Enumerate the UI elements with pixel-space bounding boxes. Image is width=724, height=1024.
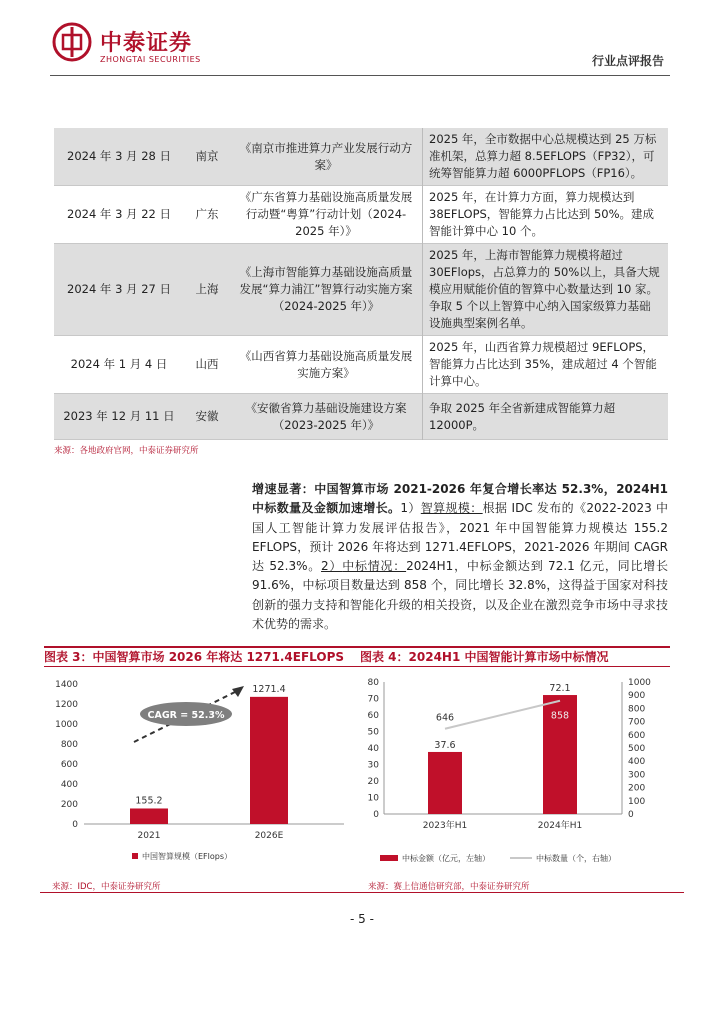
y-tick-label: 600 — [60, 760, 78, 770]
policy-goal: 2025 年，上海市智能算力规模将超过 30EFlops，占总算力的 50%以上，具备大规模应用赋能价值的智算中心数量达到 10 家。争取 5 个以上智算中心纳入国家级算力基础设施典型案例名单。 — [423, 244, 669, 336]
y-left-tick-label: 40 — [367, 744, 379, 754]
report-type: 行业点评报告 — [591, 54, 664, 68]
y-left-tick-label: 0 — [373, 810, 379, 820]
figure3-chart — [44, 670, 360, 876]
policy-document: 《南京市推进算力产业发展行动方案》 — [230, 128, 423, 186]
policy-goal: 2025 年，全市数据中心总规模达到 25 万标准机架，总算力超 8.5EFLOPS（FP32），可统筹智能算力超 6000PFLOPS（FP16）。 — [423, 128, 669, 186]
policy-region: 南京 — [184, 128, 230, 186]
table-row — [54, 128, 668, 186]
y-tick-label: 0 — [72, 820, 78, 830]
y-right-tick-label: 0 — [628, 810, 634, 820]
y-left-tick-label: 30 — [367, 760, 379, 771]
y-right-tick-label: 200 — [628, 783, 646, 794]
figure3-title: 图表 3：中国智算市场 2026 年将达 1271.4EFLOPS — [44, 646, 368, 667]
page-header — [0, 0, 724, 80]
y-right-tick-label: 800 — [628, 704, 646, 715]
policy-date: 2023 年 12 月 11 日 — [54, 394, 184, 440]
policy-document: 《山西省算力基础设施高质量发展实施方案》 — [230, 336, 423, 394]
y-tick-label: 200 — [60, 800, 78, 810]
count-line — [445, 701, 560, 729]
y-left-tick-label: 10 — [367, 793, 379, 804]
policy-region: 上海 — [184, 244, 230, 336]
y-right-tick-label: 700 — [628, 717, 646, 728]
x-tick-label: 2023年H1 — [422, 821, 468, 831]
page-number: - 5 - — [350, 912, 374, 926]
y-left-tick-label: 60 — [367, 711, 379, 721]
y-tick-label: 1400 — [55, 680, 78, 690]
analysis-paragraph — [252, 480, 668, 634]
table-row — [54, 394, 668, 440]
point2-num: 2） — [321, 559, 343, 574]
point1-text: 根据 IDC 发布的《2022-2023 中国人工智能计算力发展评估报告》，2021 年中国智能算力规模达 155.2 EFLOPS，预计 2026 年将达到 1271.4EFLOPS，2021-2026 年期间 CAGR 达 52.3%。 — [252, 501, 668, 574]
bar-data-label: 1271.4 — [252, 683, 286, 695]
figure4-title: 图表 4：2024H1 中国智能计算市场中标情况 — [360, 646, 670, 667]
amount-data-label: 37.6 — [434, 739, 456, 751]
brand-name-cn: 中泰证券 — [100, 31, 193, 56]
point1-heading: 智算规模： — [420, 501, 483, 516]
cagr-annotation: CAGR = 52.3% — [147, 710, 225, 721]
y-right-tick-label: 300 — [628, 770, 646, 781]
paragraph-lead: 增速显著：中国智算市场 2021-2026 年复合增长率达 52.3%，2024H1 中标数量及金额加速增长。 — [252, 482, 668, 516]
point2-heading-group — [321, 559, 406, 573]
legend-swatch-amount — [380, 855, 398, 861]
figure4-chart — [360, 670, 672, 876]
x-tick-label: 2024年H1 — [537, 821, 583, 831]
policy-goal: 2025 年，山西省算力规模超过 9EFLOPS，智能算力占比达到 35%，建成超过 4 个智能计算中心。 — [429, 340, 657, 388]
policy-goal: 争取 2025 年全省新建成智能算力超 12000P。 — [423, 394, 669, 440]
policy-document: 《广东省算力基础设施高质量发展行动暨“粤算”行动计划（2024-2025 年）》 — [230, 186, 423, 244]
policy-date: 2024 年 3 月 22 日 — [67, 207, 171, 221]
bar-2021 — [130, 808, 168, 824]
table-row — [54, 244, 668, 336]
point2-text: 2024H1，中标金额达到 72.1 亿元，同比增长 91.6%，中标项目数量达到 858 个，同比增长 32.8%，这得益于国家对科技创新的强力支持和智能化升级的相关投资，以及企业在激烈竞争市场中寻求技术优势的需求。 — [252, 559, 669, 632]
x-tick-label: 2026E — [254, 831, 284, 841]
y-tick-label: 400 — [60, 780, 78, 790]
footer-divider — [40, 892, 684, 893]
count-data-label: 646 — [435, 712, 455, 724]
y-right-tick-label: 1000 — [628, 678, 651, 688]
table-row — [54, 186, 668, 244]
table-source: 来源：各地政府官网，中泰证券研究所 — [54, 446, 199, 456]
brand-name-en: ZHONGTAI SECURITIES — [100, 55, 201, 64]
bar-data-label: 155.2 — [135, 795, 163, 807]
y-right-tick-label: 600 — [628, 730, 646, 741]
zhongtai-logo-icon — [52, 22, 92, 62]
amount-data-label: 72.1 — [549, 683, 571, 695]
policy-region: 山西 — [195, 357, 219, 371]
y-left-tick-label: 80 — [367, 678, 379, 688]
y-tick-label: 800 — [60, 740, 78, 750]
bar-2026E — [250, 697, 288, 824]
policy-region: 广东 — [195, 207, 219, 221]
y-right-tick-label: 500 — [628, 744, 646, 754]
amount-bar — [428, 752, 462, 814]
legend-label: 中国智算规模（EFlops） — [142, 852, 233, 861]
y-right-tick-label: 100 — [628, 796, 646, 807]
figure4-source: 来源：赛上信通信研究部，中泰证券研究所 — [368, 882, 530, 892]
y-tick-label: 1000 — [55, 720, 78, 730]
policy-date: 2024 年 3 月 27 日 — [54, 244, 184, 336]
point1-num: 1） — [400, 501, 421, 516]
legend-label-amount: 中标金额（亿元，左轴） — [402, 854, 490, 863]
y-left-tick-label: 70 — [367, 694, 379, 705]
y-tick-label: 1200 — [55, 700, 78, 710]
legend-swatch — [132, 853, 138, 859]
policy-table — [54, 128, 668, 440]
point2-heading: 中标情况： — [342, 559, 407, 574]
header-divider — [50, 75, 670, 76]
y-left-tick-label: 20 — [367, 777, 379, 787]
legend-label-count: 中标数量（个，右轴） — [536, 854, 616, 863]
policy-goal: 2025 年，在计算力方面，算力规模达到 38EFLOPS，智能算力占比达到 50%。建成智能计算中心 10 个。 — [429, 190, 655, 238]
table-row — [54, 336, 668, 394]
policy-document: 《安徽省算力基础设施建设方案（2023-2025 年）》 — [230, 394, 423, 440]
y-left-tick-label: 50 — [367, 727, 379, 738]
count-data-label: 858 — [550, 710, 570, 722]
x-tick-label: 2021 — [137, 831, 161, 841]
y-right-tick-label: 900 — [628, 691, 646, 702]
policy-date: 2024 年 3 月 28 日 — [54, 128, 184, 186]
policy-region: 安徽 — [184, 394, 230, 440]
policy-document: 《上海市智能算力基础设施高质量发展“算力浦江”智算行动实施方案（2024-2025 年）》 — [230, 244, 423, 336]
y-right-tick-label: 400 — [628, 757, 646, 768]
figure3-source: 来源：IDC，中泰证券研究所 — [52, 882, 161, 892]
policy-date: 2024 年 1 月 4 日 — [70, 357, 168, 371]
